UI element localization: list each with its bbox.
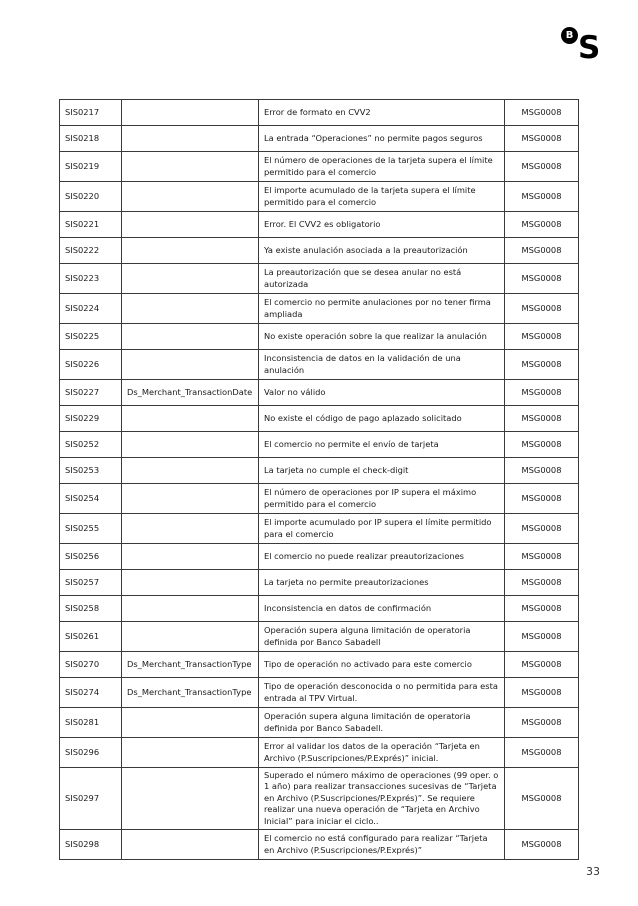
table-row <box>60 100 579 126</box>
error-description: Inconsistencia en datos de confirmación <box>259 596 505 622</box>
error-description: Inconsistencia de datos en la validación de una anulación <box>259 350 505 380</box>
error-code: SIS0226 <box>60 350 122 380</box>
parameter-name <box>122 264 259 294</box>
error-description: No existe el código de pago aplazado solicitado <box>259 406 505 432</box>
error-code: SIS0219 <box>60 152 122 182</box>
message-code: MSG0008 <box>505 514 579 544</box>
table-row <box>60 738 579 768</box>
message-code: MSG0008 <box>505 830 579 860</box>
table-row <box>60 406 579 432</box>
error-code: SIS0252 <box>60 432 122 458</box>
message-code: MSG0008 <box>505 652 579 678</box>
error-description: El importe acumulado de la tarjeta supera el límite permitido para el comercio <box>259 182 505 212</box>
page-number: 33 <box>586 865 600 878</box>
error-description: Superado el número máximo de operaciones (99 oper. o 1 año) para realizar transacciones sucesivas de “Tarjeta en Archivo (P.Suscripciones/P.Exprés)”. Se requiere realizar una nueva operación de “Tarjeta en Archivo Inicial” para iniciar el ciclo.. <box>259 768 505 830</box>
parameter-name <box>122 830 259 860</box>
parameter-name <box>122 350 259 380</box>
error-code: SIS0225 <box>60 324 122 350</box>
error-code: SIS0224 <box>60 294 122 324</box>
table-row <box>60 126 579 152</box>
error-description: Tipo de operación no activado para este comercio <box>259 652 505 678</box>
error-code: SIS0218 <box>60 126 122 152</box>
parameter-name <box>122 514 259 544</box>
parameter-name <box>122 544 259 570</box>
table-row <box>60 652 579 678</box>
error-description: Error de formato en CVV2 <box>259 100 505 126</box>
message-code: MSG0008 <box>505 324 579 350</box>
error-code: SIS0220 <box>60 182 122 212</box>
parameter-name <box>122 708 259 738</box>
table-row <box>60 458 579 484</box>
message-code: MSG0008 <box>505 432 579 458</box>
error-description: La entrada “Operaciones” no permite pagos seguros <box>259 126 505 152</box>
error-description: Valor no válido <box>259 380 505 406</box>
error-code: SIS0253 <box>60 458 122 484</box>
error-codes-table <box>59 99 579 860</box>
message-code: MSG0008 <box>505 406 579 432</box>
table-row <box>60 514 579 544</box>
message-code: MSG0008 <box>505 294 579 324</box>
error-description: La tarjeta no cumple el check-digit <box>259 458 505 484</box>
parameter-name <box>122 738 259 768</box>
message-code: MSG0008 <box>505 596 579 622</box>
parameter-name: Ds_Merchant_TransactionDate <box>122 380 259 406</box>
error-description: El importe acumulado por IP supera el límite permitido para el comercio <box>259 514 505 544</box>
parameter-name <box>122 212 259 238</box>
table-row <box>60 182 579 212</box>
error-code: SIS0223 <box>60 264 122 294</box>
bank-logo <box>561 27 607 66</box>
parameter-name <box>122 238 259 264</box>
error-code: SIS0221 <box>60 212 122 238</box>
table-row <box>60 622 579 652</box>
parameter-name <box>122 484 259 514</box>
table-row <box>60 596 579 622</box>
error-description: Operación supera alguna limitación de operatoria definida por Banco Sabadell <box>259 622 505 652</box>
parameter-name <box>122 458 259 484</box>
table-row <box>60 294 579 324</box>
error-code: SIS0274 <box>60 678 122 708</box>
parameter-name <box>122 622 259 652</box>
error-description: La preautorización que se desea anular no está autorizada <box>259 264 505 294</box>
parameter-name <box>122 126 259 152</box>
message-code: MSG0008 <box>505 380 579 406</box>
parameter-name <box>122 152 259 182</box>
parameter-name <box>122 570 259 596</box>
message-code: MSG0008 <box>505 126 579 152</box>
table-row <box>60 432 579 458</box>
error-description: Error. El CVV2 es obligatorio <box>259 212 505 238</box>
message-code: MSG0008 <box>505 264 579 294</box>
table-row <box>60 544 579 570</box>
message-code: MSG0008 <box>505 622 579 652</box>
error-code: SIS0258 <box>60 596 122 622</box>
parameter-name: Ds_Merchant_TransactionType <box>122 652 259 678</box>
message-code: MSG0008 <box>505 350 579 380</box>
error-description: No existe operación sobre la que realizar la anulación <box>259 324 505 350</box>
message-code: MSG0008 <box>505 182 579 212</box>
table-row <box>60 570 579 596</box>
parameter-name <box>122 182 259 212</box>
logo-mark: B <box>561 27 578 44</box>
parameter-name <box>122 324 259 350</box>
parameter-name <box>122 596 259 622</box>
parameter-name: Ds_Merchant_TransactionType <box>122 678 259 708</box>
error-code: SIS0256 <box>60 544 122 570</box>
parameter-name <box>122 432 259 458</box>
error-description: Operación supera alguna limitación de operatoria definida por Banco Sabadell. <box>259 708 505 738</box>
table-row <box>60 678 579 708</box>
error-description: El comercio no puede realizar preautorizaciones <box>259 544 505 570</box>
table-row <box>60 264 579 294</box>
message-code: MSG0008 <box>505 678 579 708</box>
message-code: MSG0008 <box>505 152 579 182</box>
table-row <box>60 238 579 264</box>
table-row <box>60 152 579 182</box>
error-code: SIS0257 <box>60 570 122 596</box>
error-code: SIS0229 <box>60 406 122 432</box>
error-code: SIS0281 <box>60 708 122 738</box>
error-description: Tipo de operación desconocida o no permitida para esta entrada al TPV Virtual. <box>259 678 505 708</box>
error-description: Ya existe anulación asociada a la preautorización <box>259 238 505 264</box>
message-code: MSG0008 <box>505 458 579 484</box>
table-row <box>60 324 579 350</box>
message-code: MSG0008 <box>505 570 579 596</box>
message-code: MSG0008 <box>505 212 579 238</box>
error-code: SIS0255 <box>60 514 122 544</box>
message-code: MSG0008 <box>505 768 579 830</box>
error-description: Error al validar los datos de la operación “Tarjeta en Archivo (P.Suscripciones/P.Exprés)” inicial. <box>259 738 505 768</box>
parameter-name <box>122 406 259 432</box>
table-row <box>60 708 579 738</box>
table-row <box>60 212 579 238</box>
message-code: MSG0008 <box>505 544 579 570</box>
error-code: SIS0270 <box>60 652 122 678</box>
message-code: MSG0008 <box>505 708 579 738</box>
error-code: SIS0227 <box>60 380 122 406</box>
error-code: SIS0254 <box>60 484 122 514</box>
table-row <box>60 380 579 406</box>
table-row <box>60 350 579 380</box>
error-description: El comercio no está configurado para realizar “Tarjeta en Archivo (P.Suscripciones/P.Exprés)” <box>259 830 505 860</box>
table-row <box>60 830 579 860</box>
logo-letter: S <box>578 30 601 66</box>
parameter-name <box>122 768 259 830</box>
error-code: SIS0297 <box>60 768 122 830</box>
parameter-name <box>122 100 259 126</box>
error-code: SIS0261 <box>60 622 122 652</box>
message-code: MSG0008 <box>505 238 579 264</box>
error-code: SIS0222 <box>60 238 122 264</box>
message-code: MSG0008 <box>505 484 579 514</box>
error-description: La tarjeta no permite preautorizaciones <box>259 570 505 596</box>
error-code: SIS0296 <box>60 738 122 768</box>
table-row <box>60 484 579 514</box>
error-description: El comercio no permite el envío de tarjeta <box>259 432 505 458</box>
table-row <box>60 768 579 830</box>
message-code: MSG0008 <box>505 738 579 768</box>
parameter-name <box>122 294 259 324</box>
error-code: SIS0217 <box>60 100 122 126</box>
error-code: SIS0298 <box>60 830 122 860</box>
message-code: MSG0008 <box>505 100 579 126</box>
error-description: El número de operaciones por IP supera el máximo permitido para el comercio <box>259 484 505 514</box>
error-description: El comercio no permite anulaciones por no tener firma ampliada <box>259 294 505 324</box>
error-description: El número de operaciones de la tarjeta supera el límite permitido para el comercio <box>259 152 505 182</box>
